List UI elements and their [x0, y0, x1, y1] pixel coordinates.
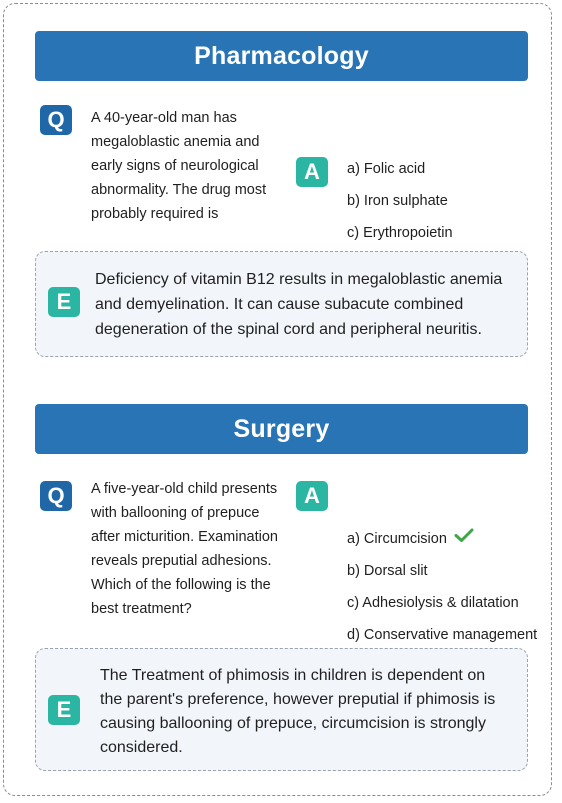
question-line: best treatment?: [91, 601, 192, 617]
answer-label: a) Circumcision: [347, 531, 447, 547]
explanation-badge: E: [48, 695, 80, 725]
answer-list: [347, 529, 537, 657]
answer-option: [347, 159, 469, 191]
explanation-box: [35, 251, 528, 357]
question-line: early signs of neurological: [91, 158, 259, 174]
section-title: Pharmacology: [35, 31, 528, 81]
question-badge: Q: [40, 105, 72, 135]
answer-option: [347, 191, 469, 223]
question-text: [91, 477, 291, 621]
answer-label: d) Conservative management: [347, 627, 538, 643]
answer-badge: A: [296, 481, 328, 511]
explanation-line: causing ballooning of prepuce, circumcision is strongly: [100, 715, 486, 732]
checkmark-icon: [454, 527, 474, 549]
explanation-box: [35, 648, 528, 771]
answer-label: b) Dorsal slit: [347, 563, 428, 579]
answer-label: c) Erythropoietin: [347, 225, 453, 241]
explanation-badge: E: [48, 287, 80, 317]
explanation-line: The Treatment of phimosis in children is dependent on: [100, 667, 486, 684]
section-surgery: [35, 404, 538, 774]
answer-label: c) Adhesiolysis & dilatation: [347, 595, 519, 611]
question-badge: Q: [40, 481, 72, 511]
answer-badge: A: [296, 157, 328, 187]
question-line: megaloblastic anemia and: [91, 134, 260, 150]
question-line: abnormality. The drug most: [91, 182, 267, 198]
question-text: [91, 106, 286, 226]
explanation-text: [95, 267, 515, 342]
question-line: A 40-year-old man has: [91, 110, 237, 126]
answer-option: [347, 593, 537, 625]
explanation-line: Deficiency of vitamin B12 results in megaloblastic anemia: [95, 271, 503, 288]
answer-label: a) Folic acid: [347, 161, 426, 177]
answer-option-correct: [347, 529, 537, 561]
question-line: after micturition. Examination: [91, 529, 278, 545]
question-line: probably required is: [91, 206, 219, 222]
explanation-line: the parent's preference, however preputial if phimosis is: [100, 691, 496, 708]
question-line: A five-year-old child presents: [91, 481, 278, 497]
question-line: Which of the following is the: [91, 577, 271, 593]
explanation-text: [100, 664, 520, 760]
explanation-line: degeneration of the spinal cord and peripheral neuritis.: [95, 321, 482, 338]
section-pharmacology: [35, 31, 528, 361]
answer-label: b) Iron sulphate: [347, 193, 448, 209]
section-title: Surgery: [35, 404, 528, 454]
question-line: with ballooning of prepuce: [91, 505, 260, 521]
explanation-line: and demyelination. It can cause subacute combined: [95, 296, 464, 313]
answer-option: [347, 561, 537, 593]
explanation-line: considered.: [100, 739, 183, 756]
question-line: reveals preputial adhesions.: [91, 553, 272, 569]
